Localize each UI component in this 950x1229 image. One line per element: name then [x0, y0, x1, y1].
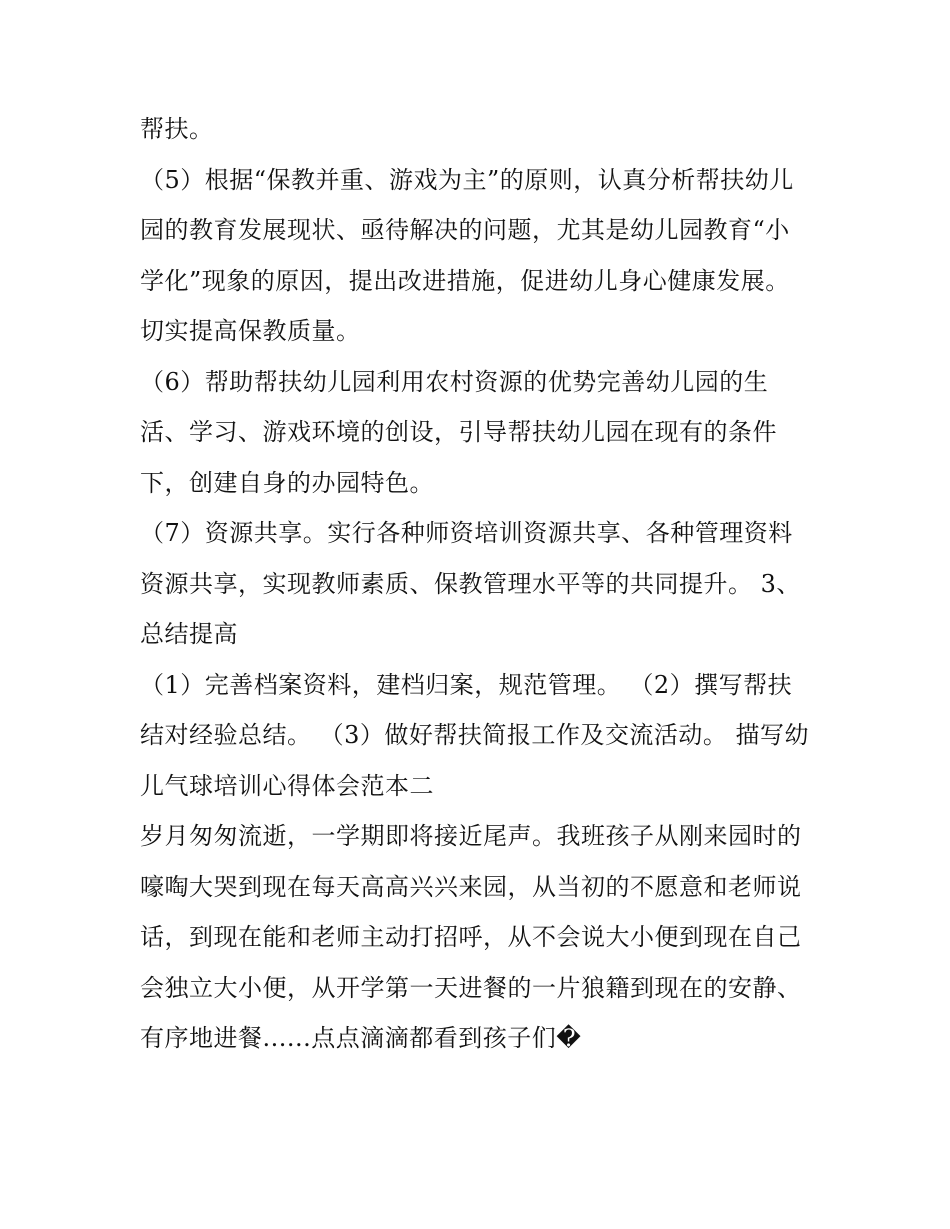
text-line-14: 儿气球培训心得体会范本二 [140, 771, 434, 800]
text-line-15: 岁月匆匆流逝，一学期即将接近尾声。我班孩子从刚来园时的 [140, 822, 802, 850]
text-line-1: 帮扶。 [140, 115, 214, 143]
text-line-9: （7）资源共享。实行各种师资培训资源共享、各种管理资料 [140, 519, 793, 547]
text-line-8: 下，创建自身的办园特色。 [140, 468, 434, 497]
text-line-6: （6）帮助帮扶幼儿园利用农村资源的优势完善幼儿园的生 [140, 367, 769, 396]
text-line-12: （1）完善档案资料，建档归案，规范管理。 （2）撰写帮扶 [140, 670, 793, 699]
text-line-2: （5）根据“保教并重、游戏为主”的原则，认真分析帮扶幼儿 [140, 165, 794, 194]
text-line-17: 话，到现在能和老师主动打招呼，从不会说大小便到现在自己 [140, 923, 802, 951]
document-body [140, 104, 830, 1064]
text-line-13: 结对经验总结。 （3）做好帮扶简报工作及交流活动。 描写幼 [140, 721, 810, 749]
text-line-4: 学化”现象的原因，提出改进措施，促进幼儿身心健康发展。 [140, 266, 790, 295]
text-line-19: 有序地进餐......点点滴滴都看到孩子们� [140, 1024, 582, 1052]
text-line-11: 总结提高 [140, 620, 238, 648]
text-line-5: 切实提高保教质量。 [140, 317, 361, 345]
text-line-3: 园的教育发展现状、亟待解决的问题，尤其是幼儿园教育“小 [140, 216, 790, 244]
text-line-18: 会独立大小便，从开学第一天进餐的一片狼籍到现在的安静、 [140, 973, 802, 1002]
text-line-16: 嚎啕大哭到现在每天高高兴兴来园，从当初的不愿意和老师说 [140, 872, 802, 901]
text-line-10: 资源共享，实现教师素质、保教管理水平等的共同提升。 3、 [140, 569, 801, 598]
text-line-7: 活、学习、游戏环境的创设，引导帮扶幼儿园在现有的条件 [140, 418, 777, 446]
